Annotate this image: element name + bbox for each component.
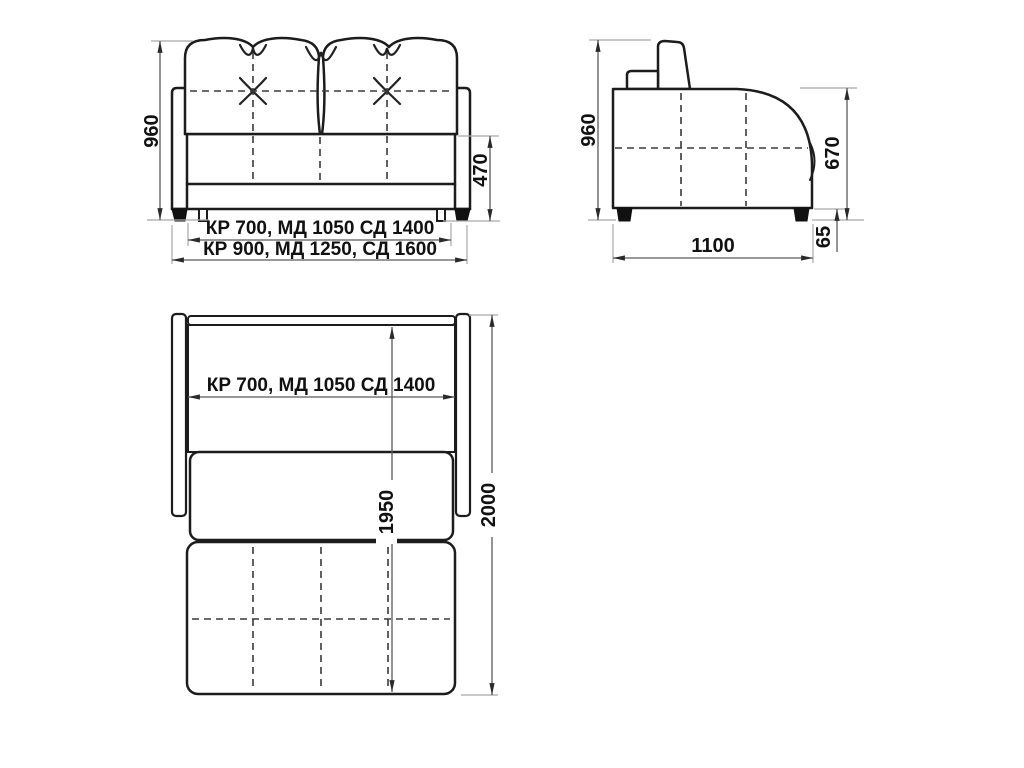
- front-inner-width-label: КР 700, МД 1050 СД 1400: [205, 218, 435, 239]
- front-height-label: 960: [141, 114, 163, 148]
- front-right-corner-leg: [455, 209, 470, 221]
- top-backrest-bar: [188, 316, 455, 325]
- top-left-armrest-bar: [172, 314, 186, 516]
- side-left-leg: [617, 208, 632, 221]
- side-armrest-height-label: 670: [822, 136, 844, 170]
- side-height-label: 960: [578, 113, 600, 147]
- front-view: [141, 38, 500, 264]
- front-right-inner-leg: [437, 209, 445, 221]
- top-view: [172, 314, 500, 695]
- front-left-corner-leg: [172, 209, 187, 221]
- front-seat-height-label: 470: [470, 153, 492, 187]
- side-headrest-block: [627, 71, 658, 89]
- side-back-cushion: [658, 41, 690, 89]
- top-overall-length-label: 2000: [478, 482, 500, 528]
- side-leg-height-label: 65: [813, 225, 835, 249]
- side-right-leg: [794, 208, 809, 221]
- top-bed-width-dimension: [188, 375, 455, 397]
- side-view: [578, 40, 864, 263]
- top-right-armrest-bar: [456, 314, 470, 516]
- side-leg-height-dimension: [813, 209, 844, 252]
- top-bed-width-label: КР 700, МД 1050 СД 1400: [206, 375, 436, 396]
- top-mattress-length-label: 1950: [376, 489, 398, 535]
- top-seat-section: [190, 452, 453, 540]
- side-depth-dimension: [613, 224, 813, 263]
- side-depth-label: 1100: [691, 235, 735, 257]
- front-outer-width-label: КР 900, МД 1250, СД 1600: [203, 239, 437, 260]
